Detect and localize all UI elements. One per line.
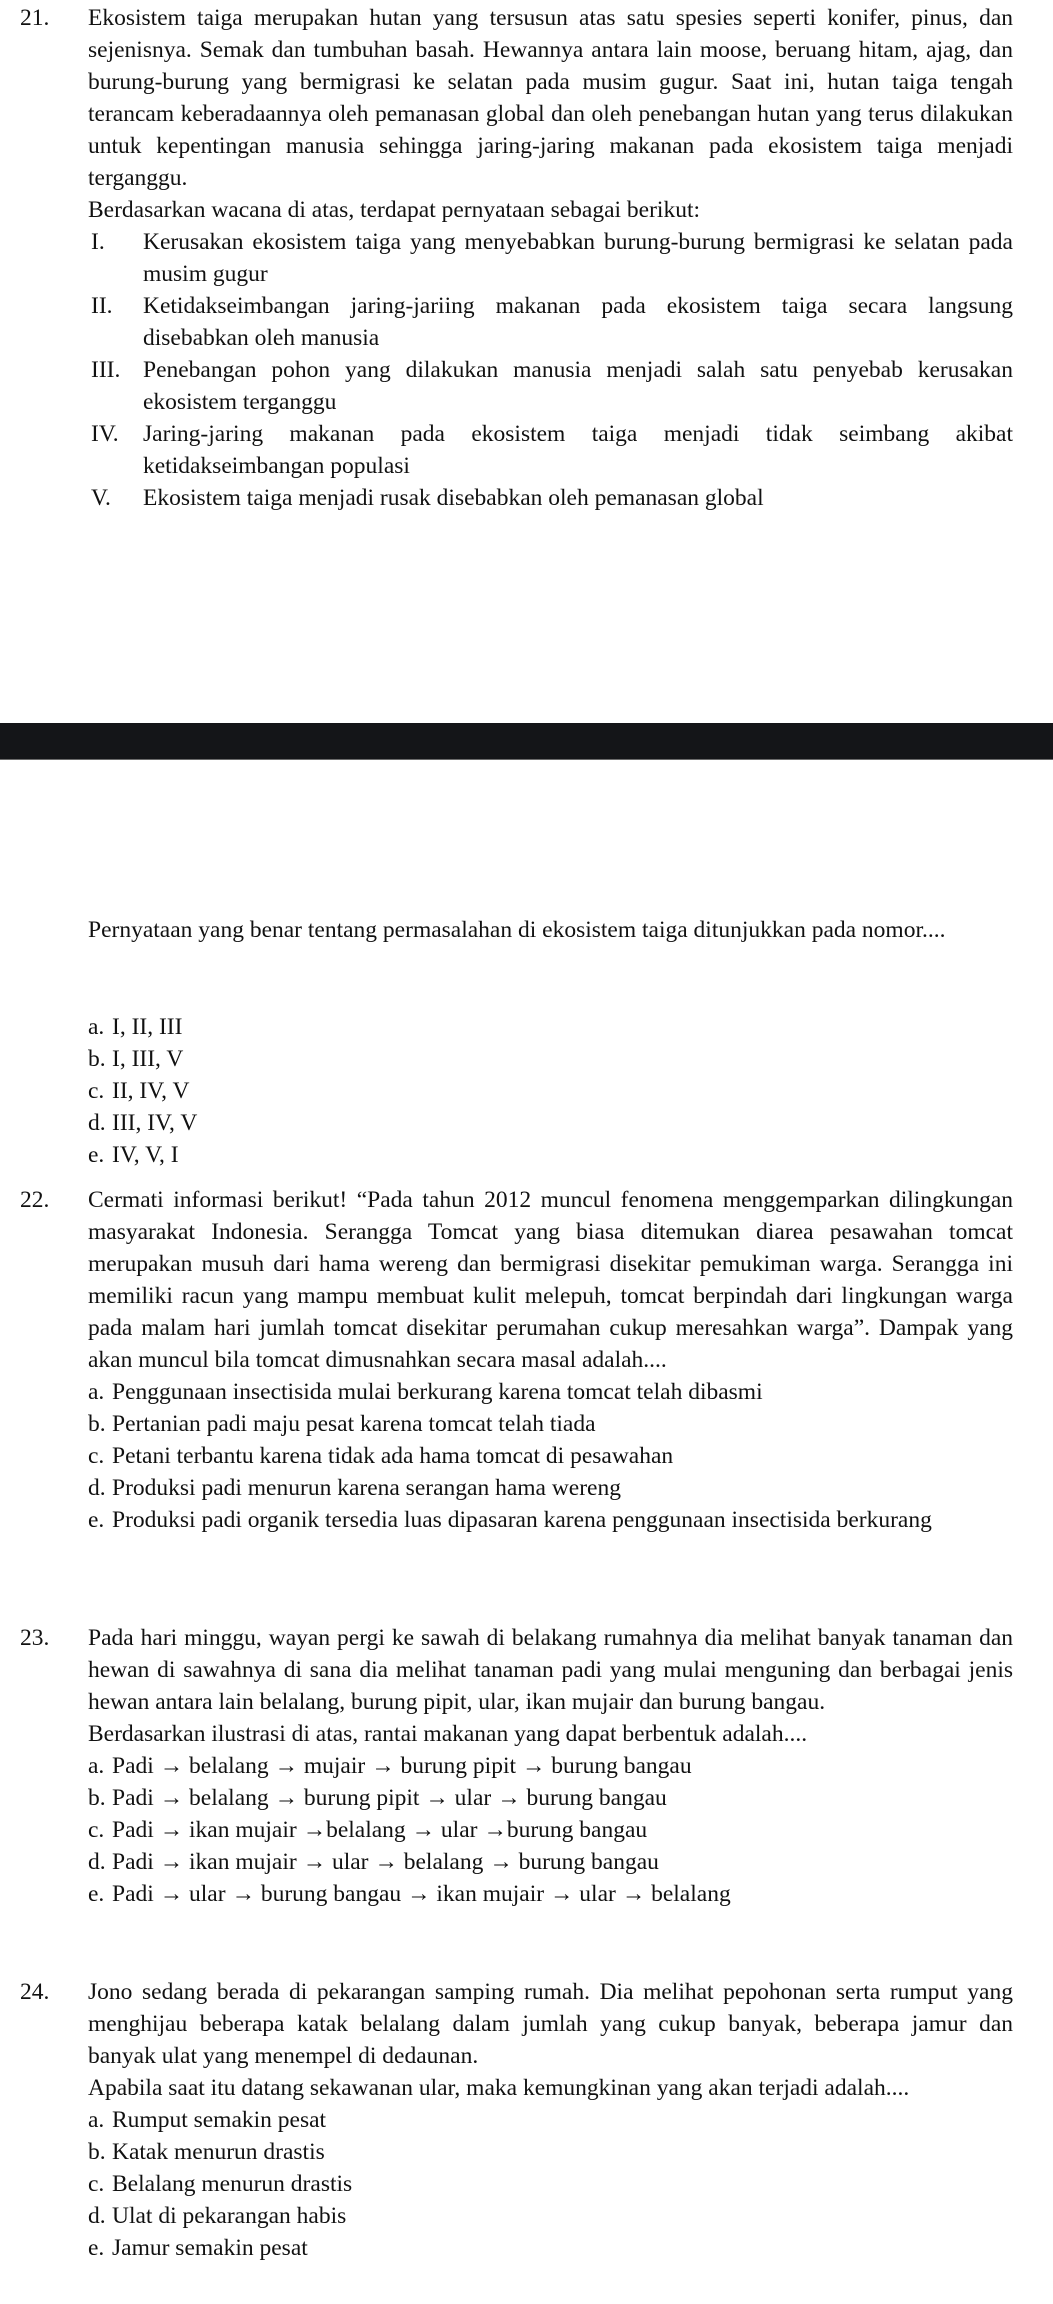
question-21-intro: Berdasarkan wacana di atas, terdapat pernyataan sebagai berikut:	[88, 197, 701, 223]
question-21-options	[0, 1011, 1053, 1171]
option-letter: b.	[88, 1046, 106, 1072]
option-c[interactable]	[0, 1440, 1053, 1472]
option-text: I, II, III	[112, 1014, 183, 1040]
option-letter: a.	[88, 1379, 105, 1405]
option-d[interactable]	[0, 2200, 1053, 2232]
question-24-passage: Jono sedang berada di pekarangan samping rumah. Dia melihat pepohonan serta rumput yang menghijau beberapa katak belalang dalam jumlah yang cukup banyak, beberapa jamur dan banyak ulat yang menempel di dedaunan.	[88, 1979, 1013, 2069]
question-21-question: Pernyataan yang benar tentang permasalahan di ekosistem taiga ditunjukkan pada nomor....	[88, 917, 946, 943]
question-21-prompt	[0, 914, 1053, 946]
option-text: Penggunaan insectisida mulai berkurang karena tomcat telah dibasmi	[112, 1379, 763, 1405]
option-text: III, IV, V	[112, 1110, 198, 1136]
option-e[interactable]	[0, 2232, 1053, 2264]
option-letter: c.	[88, 1078, 105, 1104]
question-21	[0, 2, 1053, 226]
option-text: Padi → belalang → mujair → burung pipit → burung bangau	[112, 1753, 692, 1779]
option-letter: e.	[88, 1881, 105, 1907]
question-22	[0, 1184, 1053, 1536]
option-letter: a.	[88, 1014, 105, 1040]
question-23-question: Berdasarkan ilustrasi di atas, rantai makanan yang dapat berbentuk adalah....	[88, 1721, 808, 1747]
option-text: Rumput semakin pesat	[112, 2107, 327, 2133]
option-letter: a.	[88, 1753, 105, 1779]
question-21-passage-block	[0, 2, 1053, 226]
option-text: Padi → belalang → burung pipit → ular → burung bangau	[112, 1785, 667, 1811]
option-letter: c.	[88, 1817, 105, 1843]
option-c[interactable]	[0, 2168, 1053, 2200]
statement-item	[0, 418, 1053, 482]
option-a[interactable]	[0, 1376, 1053, 1408]
question-23-passage: Pada hari minggu, wayan pergi ke sawah di belakang rumahnya dia melihat banyak tanaman dan hewan di sawahnya di sana dia melihat tanaman padi yang mulai menguning dan berbagai jenis hewan antara lain belalang, burung pipit, ular, ikan mujair dan burung bangau.	[88, 1625, 1013, 1715]
question-24-question: Apabila saat itu datang sekawanan ular, maka kemungkinan yang akan terjadi adalah....	[88, 2075, 910, 2101]
option-text: Belalang menurun drastis	[112, 2171, 353, 2197]
option-d[interactable]	[0, 1846, 1053, 1878]
question-24-passage-block	[0, 1976, 1053, 2104]
option-letter: b.	[88, 1785, 106, 1811]
option-d[interactable]	[0, 1472, 1053, 1504]
option-letter: b.	[88, 2139, 106, 2165]
statement-text: Ekosistem taiga menjadi rusak disebabkan oleh pemanasan global	[143, 485, 764, 511]
option-d[interactable]	[0, 1107, 1053, 1139]
statement-item	[0, 482, 1053, 514]
option-text: Katak menurun drastis	[112, 2139, 325, 2165]
option-e[interactable]	[0, 1878, 1053, 1910]
question-23-passage-block	[0, 1622, 1053, 1750]
option-letter: d.	[88, 1475, 106, 1501]
question-21-question-block	[0, 914, 1053, 946]
option-a[interactable]	[0, 1011, 1053, 1043]
option-b[interactable]	[0, 1782, 1053, 1814]
statement-text: Jaring-jaring makanan pada ekosistem taiga menjadi tidak seimbang akibat ketidakseimbangan populasi	[143, 421, 1013, 479]
option-text: Jamur semakin pesat	[112, 2235, 308, 2261]
option-text: Padi → ular → burung bangau → ikan mujair → ular → belalang	[112, 1881, 731, 1907]
question-22-passage: Cermati informasi berikut! “Pada tahun 2012 muncul fenomena menggemparkan dilingkungan masyarakat Indonesia. Serangga Tomcat yang biasa ditemukan diarea pesawahan tomcat merupakan musuh dari hama wereng dan bermigrasi disekitar pemukiman warga. Serangga ini memiliki racun yang mampu membuat kulit melepuh, tomcat berpindah dari lingkungan warga pada malam hari jumlah tomcat disekitar perumahan cukup meresahkan warga”. Dampak yang akan muncul bila tomcat dimusnahkan secara masal adalah....	[88, 1187, 1013, 1373]
option-letter: d.	[88, 2203, 106, 2229]
statement-item	[0, 354, 1053, 418]
option-c[interactable]	[0, 1814, 1053, 1846]
option-b[interactable]	[0, 1408, 1053, 1440]
option-a[interactable]	[0, 1750, 1053, 1782]
option-e[interactable]	[0, 1504, 1053, 1536]
question-number: 24.	[20, 1979, 50, 2005]
option-letter: d.	[88, 1849, 106, 1875]
option-text: Petani terbantu karena tidak ada hama tomcat di pesawahan	[112, 1443, 674, 1469]
option-text: Padi → ikan mujair → ular → belalang → burung bangau	[112, 1849, 659, 1875]
statement-number: III.	[91, 357, 121, 383]
option-letter: c.	[88, 2171, 105, 2197]
question-22-passage-block	[0, 1184, 1053, 1376]
question-21-statements	[0, 226, 1053, 514]
option-e[interactable]	[0, 1139, 1053, 1171]
option-text: Pertanian padi maju pesat karena tomcat telah tiada	[112, 1411, 596, 1437]
option-b[interactable]	[0, 1043, 1053, 1075]
statement-item	[0, 226, 1053, 290]
question-21-passage: Ekosistem taiga merupakan hutan yang tersusun atas satu spesies seperti konifer, pinus, dan sejenisnya. Semak dan tumbuhan basah. Hewannya antara lain moose, beruang hitam, ajag, dan burung-burung yang bermigrasi ke selatan pada musim gugur. Saat ini, hutan taiga tengah terancam keberadaannya oleh pemanasan global dan oleh penebangan hutan yang terus dilakukan untuk kepentingan manusia sehingga jaring-jaring makanan pada ekosistem taiga menjadi terganggu.	[88, 5, 1013, 191]
option-text: Padi → ikan mujair →belalang → ular →burung bangau	[112, 1817, 648, 1843]
option-text: Ulat di pekarangan habis	[112, 2203, 347, 2229]
divider-bar	[0, 723, 1053, 760]
statement-number: IV.	[91, 421, 119, 447]
option-letter: a.	[88, 2107, 105, 2133]
statement-number: V.	[91, 485, 111, 511]
option-text: Produksi padi organik tersedia luas dipasaran karena penggunaan insectisida berkurang	[112, 1507, 932, 1533]
option-letter: d.	[88, 1110, 106, 1136]
question-number: 23.	[20, 1625, 50, 1651]
statement-item	[0, 290, 1053, 354]
option-a[interactable]	[0, 2104, 1053, 2136]
statement-text: Ketidakseimbangan jaring-jariing makanan pada ekosistem taiga secara langsung disebabkan oleh manusia	[143, 293, 1013, 351]
question-23	[0, 1622, 1053, 1910]
option-letter: b.	[88, 1411, 106, 1437]
option-b[interactable]	[0, 2136, 1053, 2168]
option-letter: e.	[88, 2235, 105, 2261]
option-text: Produksi padi menurun karena serangan hama wereng	[112, 1475, 621, 1501]
option-letter: c.	[88, 1443, 105, 1469]
option-letter: e.	[88, 1142, 105, 1168]
question-24	[0, 1976, 1053, 2264]
option-text: IV, V, I	[112, 1142, 179, 1168]
option-letter: e.	[88, 1507, 105, 1533]
option-c[interactable]	[0, 1075, 1053, 1107]
option-text: I, III, V	[112, 1046, 184, 1072]
question-number: 21.	[20, 5, 50, 31]
statement-text: Kerusakan ekosistem taiga yang menyebabkan burung-burung bermigrasi ke selatan pada musim gugur	[143, 229, 1013, 287]
question-number: 22.	[20, 1187, 50, 1213]
statement-number: I.	[91, 229, 105, 255]
statement-number: II.	[91, 293, 113, 319]
statement-text: Penebangan pohon yang dilakukan manusia menjadi salah satu penyebab kerusakan ekosistem terganggu	[143, 357, 1013, 415]
option-text: II, IV, V	[112, 1078, 190, 1104]
